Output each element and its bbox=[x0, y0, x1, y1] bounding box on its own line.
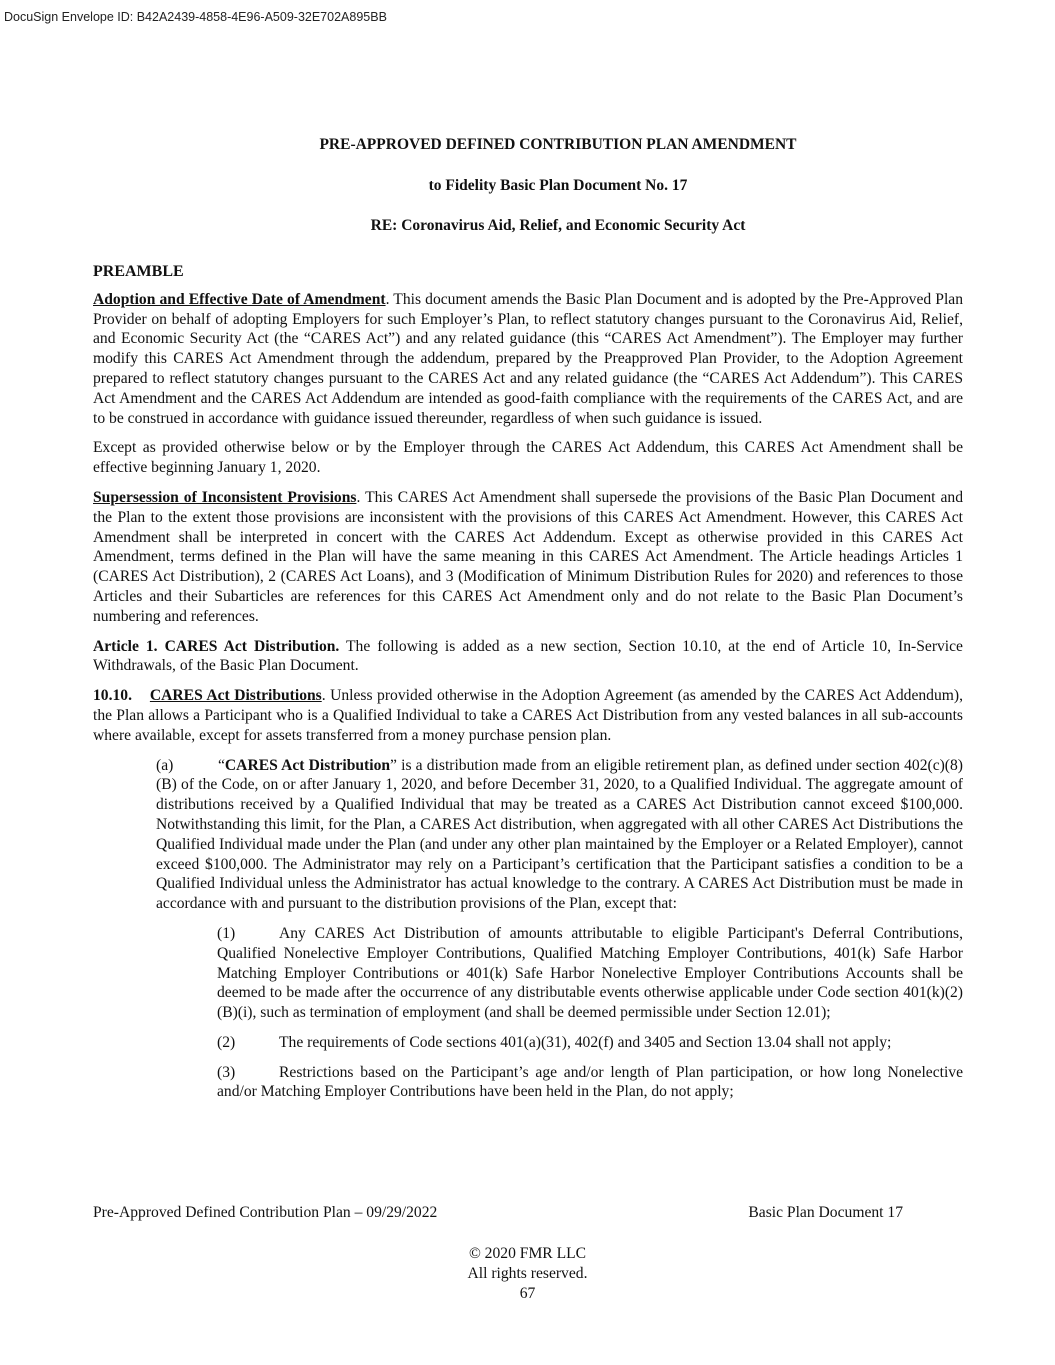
copyright-line: © 2020 FMR LLC bbox=[468, 1245, 587, 1262]
article1-heading: Article 1. CARES Act Distribution. bbox=[93, 637, 340, 655]
list-item-label: (2) bbox=[217, 1033, 236, 1051]
section-heading: CARES Act Distributions bbox=[149, 687, 322, 705]
section-number: 10.10. bbox=[93, 687, 132, 705]
effective-paragraph: Except as provided otherwise below or by the Employer through the CARES Act Addendum, this CARES Act Amendment shall be effective beginning January 1, 2020. bbox=[93, 439, 963, 477]
docusign-envelope-id: DocuSign Envelope ID: B42A2439-4858-4E96-A509-32E702A895BB bbox=[4, 10, 387, 24]
supersession-heading: Supersession of Inconsistent Provisions bbox=[93, 488, 357, 506]
adoption-text: . This document amends the Basic Plan Document and is adopted by the Pre-Approved Plan Provider on behalf of adopting Employers for such Employer’s Plan, to reflect statutory changes pursuant to the Coronavirus Aid, Relief, and Economic Security Act (the “CARES Act”) and any related guidance (this “CARES Act Amendment”). The Employer may further modify this CARES Act Amendment through the addendum, prepared by the Preapproved Plan Provider, to the Adoption Agreement prepared to reflect statutory changes pursuant to the CARES Act and any related guidance (the “CARES Act Addendum”). This CARES Act Amendment and the CARES Act Addendum are intended as good-faith compliance with the requirements of the CARES Act, and are to be construed in accordance with guidance issued thereunder, regardless of when such guidance is issued. bbox=[93, 290, 963, 427]
list-item bbox=[217, 1033, 963, 1053]
list-item-label: (3) bbox=[217, 1063, 236, 1081]
section-10-10-paragraph bbox=[93, 686, 963, 745]
rights-line: All rights reserved. bbox=[467, 1265, 588, 1282]
list-item-text: Restrictions based on the Participant’s age and/or length of Plan participation, or how long Nonelective and/or Matching Employer Contributions have been held in the Plan, do not apply; bbox=[217, 1063, 963, 1101]
adoption-heading: Adoption and Effective Date of Amendment bbox=[93, 290, 386, 308]
article1-text: The following is added as a new section, Section 10.10, at the end of Article 10, In-Service Withdrawals, of the Basic Plan Document. bbox=[93, 637, 963, 675]
adoption-paragraph bbox=[93, 290, 963, 429]
section-text: . Unless provided otherwise in the Adoption Agreement (as amended by the CARES Act Addendum), the Plan allows a Participant who is a Qualified Individual to take a CARES Act Distribution from any vested balances in all sub-accounts where available, except for assets transferred from a money purchase pension plan. bbox=[93, 687, 963, 744]
supersession-paragraph bbox=[93, 488, 963, 627]
preamble-heading: PREAMBLE bbox=[93, 263, 184, 280]
list-item-text: The requirements of Code sections 401(a)(31), 402(f) and 3405 and Section 13.04 shall not apply; bbox=[279, 1033, 892, 1051]
document-body bbox=[93, 262, 963, 1112]
list-item-label: (1) bbox=[217, 924, 236, 942]
page-number: 67 bbox=[519, 1285, 536, 1302]
footer-document-label: Basic Plan Document 17 bbox=[748, 1204, 903, 1221]
list-item-text: Any CARES Act Distribution of amounts attributable to eligible Participant's Deferral Contributions, Qualified Nonelective Employer Contributions, Qualified Matching Employer Contributions, 401(k) Safe Harbor Matching Employer Contributions or 401(k) Safe Harbor Nonelective Employer Contributions Accounts shall be deemed to be made after the occurrence of any distributable events otherwise applicable under Code section 401(k)(2)(B)(i), such as termination of employment (and shall be deemed permissible under Section 12.01); bbox=[217, 924, 963, 1022]
document-re-line: RE: Coronavirus Aid, Relief, and Economic Security Act bbox=[370, 217, 746, 234]
copyright-block bbox=[0, 1244, 1055, 1304]
list-item bbox=[217, 1063, 963, 1103]
supersession-text: . This CARES Act Amendment shall supersede the provisions of the Basic Plan Document and the Plan to the extent those provisions are inconsistent with the provisions of this CARES Act Amendment. However, this CARES Act Amendment shall be interpreted in concert with the CARES Act Addendum. Except as otherwise provided in this CARES Act Amendment, terms defined in the Plan will have the same meaning in this CARES Act Amendment. The Article headings Articles 1 (CARES Act Distribution), 2 (CARES Act Loans), and 3 (Modification of Minimum Distribution Rules for 2020) and references to those Articles and their Subarticles are references for this CARES Act Amendment only and do not relate to the Basic Plan Document’s numbering and references. bbox=[93, 488, 963, 625]
subsection-a-open-quote: “ bbox=[218, 756, 225, 774]
document-subtitle: to Fidelity Basic Plan Document No. 17 bbox=[428, 177, 688, 194]
list-item bbox=[217, 924, 963, 1023]
document-title: PRE-APPROVED DEFINED CONTRIBUTION PLAN AMENDMENT bbox=[319, 136, 797, 153]
subsection-a-label: (a) bbox=[156, 756, 174, 774]
footer-plan-label: Pre-Approved Defined Contribution Plan – 09/29/2022 bbox=[93, 1204, 438, 1221]
subsection-a-text: ” is a distribution made from an eligible retirement plan, as defined under section 402(c)(8)(B) of the Code, on or after January 1, 2020, and before December 31, 2020, to a Qualified Individual. The aggregate amount of distributions received by a Qualified Individual that may be treated as a CARES Act Distribution cannot exceed $100,000. Notwithstanding this limit, for the Plan, a CARES Act distribution, when aggregated with all other CARES Act Distributions the Qualified Individual made under the Plan (and under any other plan maintained by the Employer or a Related Employer), cannot exceed $100,000. The Administrator may rely on a Participant’s certification that the Participant satisfies a condition to be a Qualified Individual unless the Administrator has actual knowledge to the contrary. A CARES Act Distribution must be made in accordance with and pursuant to the distribution provisions of the Plan, except that: bbox=[156, 756, 963, 913]
subsection-a-term: CARES Act Distribution bbox=[224, 756, 391, 774]
subsection-a bbox=[156, 756, 963, 914]
article1-paragraph bbox=[93, 637, 963, 677]
